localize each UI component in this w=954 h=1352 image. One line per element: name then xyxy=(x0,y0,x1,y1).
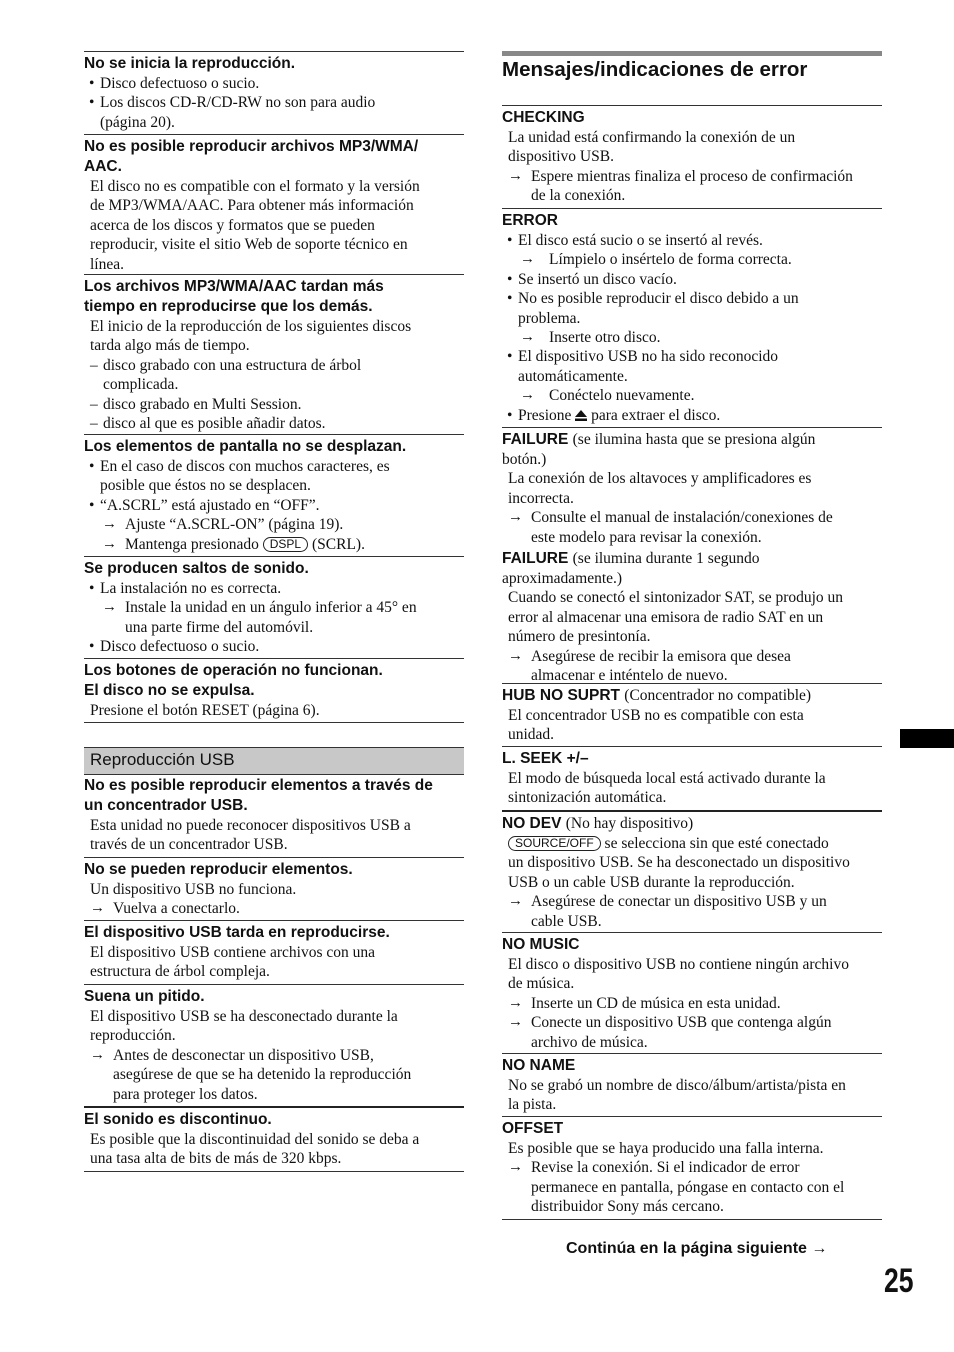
entry-heading xyxy=(502,686,882,706)
arrow-item: → Conéctelo nuevamente. xyxy=(502,386,882,405)
trouble-entry-no-playback xyxy=(84,51,464,132)
entry-heading: El sonido es discontinuo. xyxy=(84,1111,272,1128)
text-line: para proteger los datos. xyxy=(113,1085,258,1103)
entry-heading: No se pueden reproducir elementos. xyxy=(84,861,353,878)
heading-code: FAILURE xyxy=(502,431,569,448)
text-line: unidad. xyxy=(508,726,555,744)
heading-code: NO DEV xyxy=(502,815,562,832)
entry-heading: Los elementos de pantalla no se desplazan. xyxy=(84,438,407,455)
arrow-item: → Ajuste “A.SCRL-ON” (página 19). xyxy=(84,515,464,534)
bullet-item: • El dispositivo USB no ha sido reconocido xyxy=(502,347,882,366)
text-line: Cuando se conectó el sintonizador SAT, se produjo un xyxy=(508,589,844,607)
dash-item: – disco al que es posible añadir datos. xyxy=(84,414,464,433)
text-line: error al almacenar una emisora de radio SAT en un xyxy=(508,608,824,626)
entry-heading xyxy=(84,776,464,816)
text-line: Es posible que se haya producido una falla interna. xyxy=(508,1140,824,1157)
error-entry-hub-no-suprt xyxy=(502,683,882,745)
text-span: se selecciona sin que esté conectado xyxy=(604,835,829,852)
text-line: La unidad está confirmando la conexión de un xyxy=(508,129,796,146)
text-line: complicada. xyxy=(103,376,179,394)
heading-note: (se ilumina durante 1 segundo xyxy=(572,550,760,568)
error-entry-offset xyxy=(502,1116,882,1220)
entry-heading: L. SEEK +/– xyxy=(502,750,589,767)
text-line: incorrecta. xyxy=(508,489,574,507)
entry-heading: OFFSET xyxy=(502,1120,564,1137)
entry-heading: Se producen saltos de sonido. xyxy=(84,560,309,577)
section-title: Reproducción USB xyxy=(90,750,235,769)
text-line: Es posible que la discontinuidad del sonido se deba a xyxy=(90,1131,420,1148)
text-line: línea. xyxy=(90,255,124,273)
entry-heading: NO NAME xyxy=(502,1057,576,1074)
arrow-item xyxy=(84,535,464,554)
text-line: de música. xyxy=(508,975,575,993)
text-span: Presione xyxy=(518,406,572,424)
text-line: una parte firme del automóvil. xyxy=(125,618,314,636)
text-line: archivo de música. xyxy=(531,1033,648,1051)
text-line: El dispositivo USB se ha desconectado durante la xyxy=(90,1008,398,1025)
heading-line: No es posible reproducir elementos a través de xyxy=(84,777,433,794)
entry-heading xyxy=(502,814,882,834)
bullet-item: • En el caso de discos con muchos caracteres, es xyxy=(84,457,464,476)
entry-heading xyxy=(84,661,464,701)
trouble-entry-slow-files xyxy=(84,274,464,433)
text-line: botón.) xyxy=(502,451,547,468)
error-entry-no-music xyxy=(502,932,882,1052)
usb-entry-hub xyxy=(84,774,464,855)
entry-heading: NO MUSIC xyxy=(502,936,580,953)
arrow-item: → Consulte el manual de instalación/conexiones de xyxy=(502,508,882,527)
error-entry-no-dev xyxy=(502,810,882,931)
title-rule xyxy=(502,51,882,56)
source-off-key-label: SOURCE/OFF xyxy=(508,836,601,851)
entry-heading: El dispositivo USB tarda en reproducirse. xyxy=(84,924,390,941)
arrow-item: → Revise la conexión. Si el indicador de error xyxy=(502,1158,882,1177)
text-line: Esta unidad no puede reconocer dispositivos USB a xyxy=(90,817,411,834)
heading-line: Los botones de operación no funcionan. xyxy=(84,662,383,679)
text-line: dispositivo USB. xyxy=(508,148,614,166)
arrow-item: → Límpielo o insértelo de forma correcta. xyxy=(502,250,882,269)
heading-line: El disco no se expulsa. xyxy=(84,682,255,699)
heading-note: (se ilumina hasta que se presiona algún xyxy=(572,431,816,448)
text-line: acerca de los discos y formatos que se pueden xyxy=(90,216,375,234)
trouble-entry-no-scroll xyxy=(84,434,464,554)
text-line: El modo de búsqueda local está activado durante la xyxy=(508,770,826,787)
arrow-item: → Vuelva a conectarlo. xyxy=(84,899,464,918)
text-line: Un dispositivo USB no funciona. xyxy=(90,881,297,898)
arrow-item: → Asegúrese de recibir la emisora que desea xyxy=(502,647,882,666)
text-line: El inicio de la reproducción de los siguientes discos xyxy=(90,318,412,335)
bullet-item xyxy=(502,406,882,425)
text-line: El disco o dispositivo USB no contiene ningún archivo xyxy=(508,956,849,973)
text-span: para extraer el disco. xyxy=(591,406,721,424)
entry-heading: ERROR xyxy=(502,212,558,229)
bullet-item: • Disco defectuoso o sucio. xyxy=(84,74,464,93)
bullet-item: • Los discos CD-R/CD-RW no son para audio xyxy=(84,93,464,112)
heading-note: (No hay dispositivo) xyxy=(565,815,694,832)
heading-note: (Concentrador no compatible) xyxy=(624,687,812,704)
dspl-key-label: DSPL xyxy=(263,537,308,552)
text-line: de la conexión. xyxy=(531,187,626,205)
arrow-item: → Asegúrese de conectar un dispositivo USB y un xyxy=(502,892,882,911)
bullet-item: • “A.SCRL” está ajustado en “OFF”. xyxy=(84,496,464,515)
entry-heading xyxy=(84,137,464,177)
trouble-entry-sound-skips xyxy=(84,556,464,657)
usb-entry-beep xyxy=(84,984,464,1104)
arrow-item: → Inserte otro disco. xyxy=(502,328,882,347)
entry-heading xyxy=(502,549,882,569)
usb-entry-discontinuous xyxy=(84,1106,464,1172)
arrow-item: → Espere mientras finaliza el proceso de confirmación xyxy=(502,167,882,186)
text-line: sintonización automática. xyxy=(508,789,667,807)
entry-heading: No se inicia la reproducción. xyxy=(84,55,296,72)
text-line: un dispositivo USB. Se ha desconectado un dispositivo xyxy=(508,854,850,872)
text-line: de MP3/WMA/AAC. Para obtener más información xyxy=(90,197,414,215)
text-line: problema. xyxy=(518,309,581,327)
text-line: la pista. xyxy=(508,1096,557,1114)
eject-icon xyxy=(575,410,587,421)
text-line: distribuidor Sony más cercano. xyxy=(531,1198,724,1216)
bullet-item: • Disco defectuoso o sucio. xyxy=(84,637,464,656)
bullet-item: • Se insertó un disco vacío. xyxy=(502,270,882,289)
text-line: una tasa alta de bits de más de 320 kbps. xyxy=(90,1150,342,1168)
text-line: estructura de árbol compleja. xyxy=(90,963,270,981)
bullet-item: • La instalación no es correcta. xyxy=(84,579,464,598)
error-entry-l-seek xyxy=(502,746,882,808)
heading-line: un concentrador USB. xyxy=(84,797,248,814)
text-line xyxy=(502,834,882,853)
section-heading-usb xyxy=(84,747,464,775)
entry-heading: CHECKING xyxy=(502,109,585,126)
entry-heading: Suena un pitido. xyxy=(84,988,205,1005)
usb-entry-no-items xyxy=(84,857,464,919)
text-line: reproducir, visite el sitio Web de soporte técnico en xyxy=(90,236,408,254)
error-entry-error xyxy=(502,208,882,425)
arrow-item: → Instale la unidad en un ángulo inferior a 45° en xyxy=(84,598,464,617)
text-line: aproximadamente.) xyxy=(502,570,623,588)
error-entry-failure xyxy=(502,427,882,685)
text-line: permanece en pantalla, póngase en contacto con el xyxy=(531,1178,845,1196)
text-line: este modelo para revisar la conexión. xyxy=(531,528,762,546)
text-line: posible que éstos no se desplacen. xyxy=(100,477,311,495)
text-line: reproducción. xyxy=(90,1027,176,1045)
text-span: (SCRL). xyxy=(311,535,365,553)
section-tab-marker xyxy=(900,729,954,748)
text-line: USB o un cable USB durante la reproducción. xyxy=(508,873,795,891)
usb-entry-slow xyxy=(84,920,464,982)
section-title-error-messages: Mensajes/indicaciones de error xyxy=(502,58,808,81)
heading-code: HUB NO SUPRT xyxy=(502,687,620,704)
text-line: través de un concentrador USB. xyxy=(90,836,288,854)
text-line: La conexión de los altavoces y amplificadores es xyxy=(508,470,812,488)
bullet-item: • El disco está sucio o se insertó al revés. xyxy=(502,231,882,250)
text-line: El dispositivo USB contiene archivos con una xyxy=(90,944,375,961)
heading-line: No es posible reproducir archivos MP3/WMA/ xyxy=(84,138,419,155)
dash-item: – disco grabado en Multi Session. xyxy=(84,395,464,414)
text-line: El concentrador USB no es compatible con esta xyxy=(508,707,804,724)
error-entry-checking xyxy=(502,105,882,206)
text-line: (página 20). xyxy=(100,113,175,131)
arrow-item: → Antes de desconectar un dispositivo USB, xyxy=(84,1046,464,1065)
text-line: automáticamente. xyxy=(518,367,628,385)
heading-line: AAC. xyxy=(84,158,122,175)
trouble-entry-mp3 xyxy=(84,134,464,274)
page-number: 25 xyxy=(884,1262,914,1300)
text-line: asegúrese de que se ha detenido la reproducción xyxy=(113,1066,412,1084)
heading-line: Los archivos MP3/WMA/AAC tardan más xyxy=(84,278,384,295)
text-line: cable USB. xyxy=(531,912,602,930)
dash-item: – disco grabado con una estructura de árbol xyxy=(84,356,464,375)
text-span: Mantenga presionado xyxy=(125,535,259,553)
text-line: Presione el botón RESET (página 6). xyxy=(90,702,320,719)
text-line: tarda algo más de tiempo. xyxy=(90,337,250,355)
heading-line: tiempo en reproducirse que los demás. xyxy=(84,298,373,315)
arrow-item: → Inserte un CD de música en esta unidad. xyxy=(502,994,882,1013)
arrow-item: → Conecte un dispositivo USB que contenga algún xyxy=(502,1013,882,1032)
entry-heading xyxy=(84,277,464,317)
text-line: El disco no es compatible con el formato y la versión xyxy=(90,178,420,195)
text-line: No se grabó un nombre de disco/álbum/artista/pista en xyxy=(508,1077,846,1094)
bullet-item: • No es posible reproducir el disco debido a un xyxy=(502,289,882,308)
text-line: almacenar e inténtelo de nuevo. xyxy=(531,667,728,685)
trouble-entry-buttons xyxy=(84,658,464,723)
entry-heading xyxy=(502,430,882,450)
heading-code: FAILURE xyxy=(502,550,569,568)
continue-note: Continúa en la página siguiente → xyxy=(566,1240,828,1257)
text-line: número de presintonía. xyxy=(508,628,651,646)
error-entry-no-name xyxy=(502,1053,882,1115)
